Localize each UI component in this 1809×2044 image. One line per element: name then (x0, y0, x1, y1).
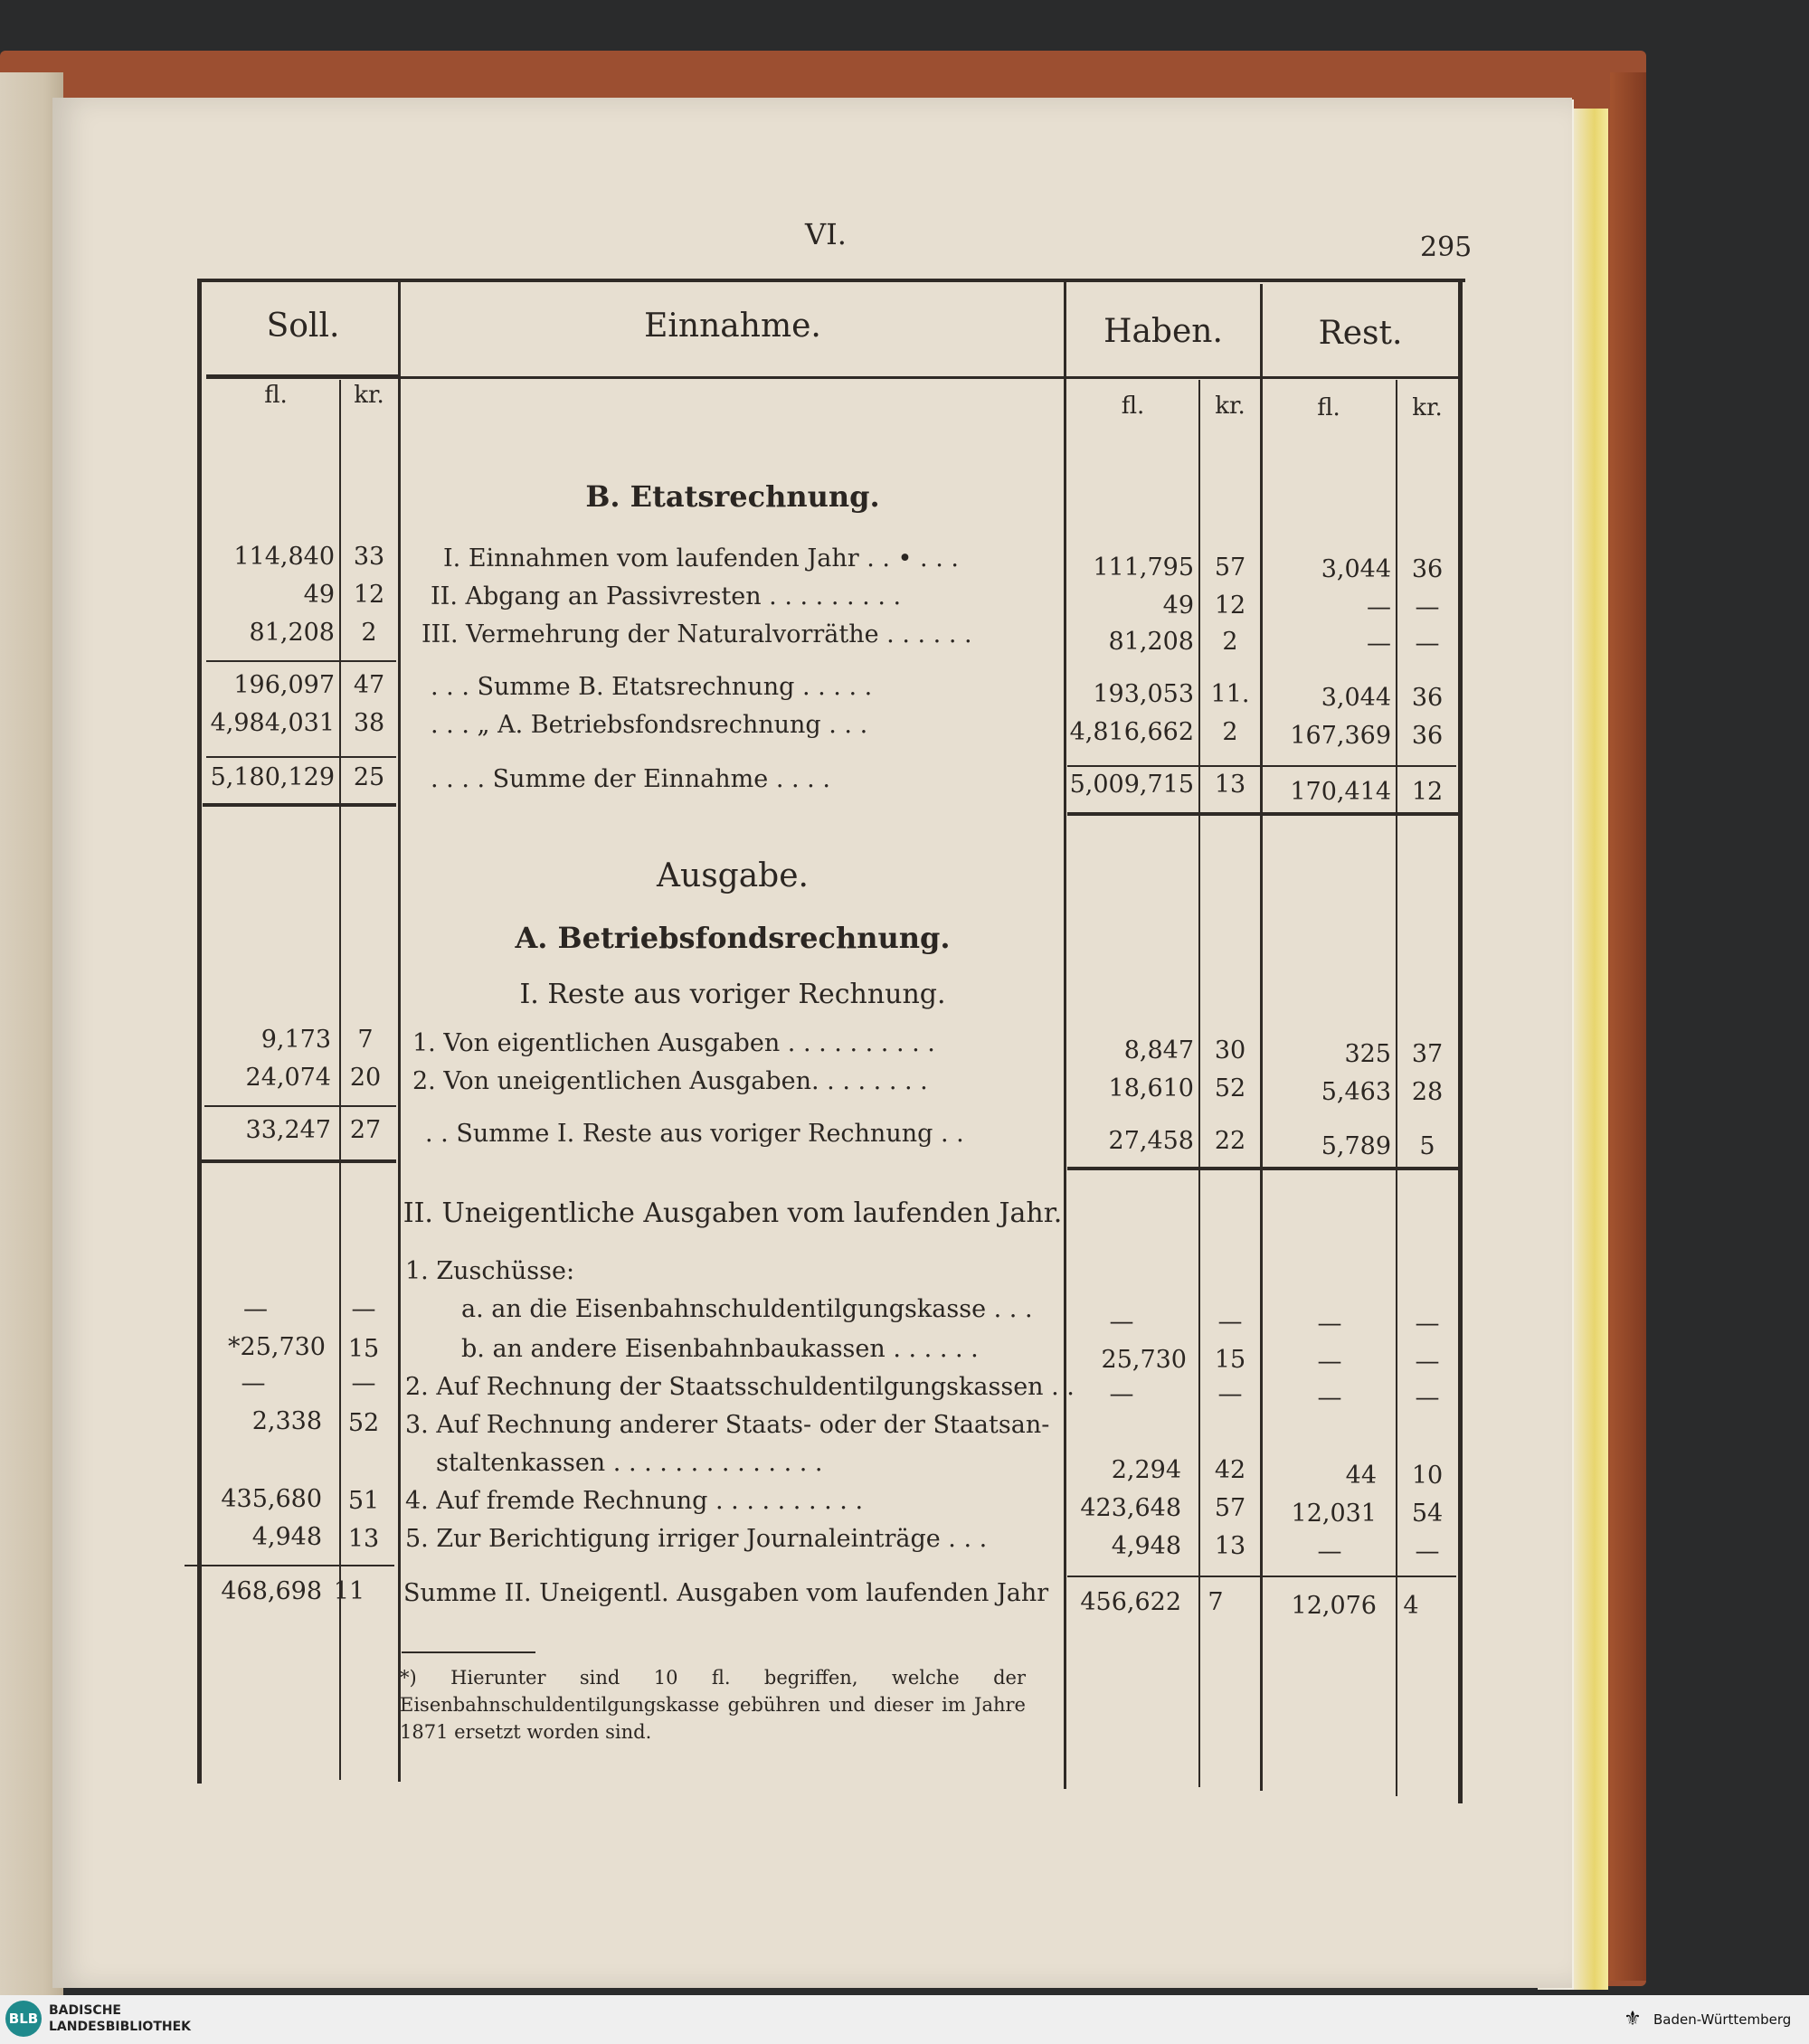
col-rule-einnahme (1064, 282, 1066, 1789)
row-label: I. Einnahmen vom laufenden Jahr . . • . . . (443, 544, 959, 573)
section-title-reste: I. Reste aus voriger Rechnung. (519, 979, 946, 1010)
double-rule (203, 803, 396, 807)
rest-kr: 10 (1411, 1462, 1444, 1490)
section-title-uneigentliche: II. Uneigentliche Ausgaben vom laufenden Jahr. (403, 1197, 1063, 1229)
rest-kr: 4 (1403, 1592, 1419, 1620)
haben-fl: 193,053 (1093, 680, 1194, 708)
haben-fl: 2,294 (1111, 1456, 1181, 1484)
row-label: b. an andere Eisenbahnbaukassen . . . . . . (461, 1335, 979, 1363)
haben-kr: 11. (1210, 680, 1250, 708)
rest-fl: 3,044 (1321, 555, 1391, 583)
soll-kr: 52 (347, 1409, 380, 1437)
col-header-haben: Haben. (1103, 313, 1223, 350)
viewer-footer (0, 1995, 1809, 2044)
soll-fl: — (241, 1369, 266, 1397)
soll-kr: 2 (361, 619, 377, 647)
rest-fl: 12,076 (1291, 1592, 1377, 1620)
haben-kr: 2 (1222, 628, 1238, 656)
rest-kr: 37 (1411, 1040, 1444, 1068)
haben-fl: 111,795 (1093, 554, 1194, 582)
soll-fl: 114,840 (233, 543, 335, 571)
rest-fl: 325 (1344, 1040, 1391, 1068)
soll-kr: 12 (353, 581, 385, 609)
footnote: *) Hierunter sind 10 fl. begriffen, welche der Eisenbahnschuldentilgungskasse gebühren und dieser im Jahre 1871 ersetzt worden sind. (400, 1667, 1026, 1743)
haben-fl: 423,648 (1080, 1494, 1181, 1522)
rest-kr: — (1415, 1538, 1440, 1566)
col-rule-rest-kr (1396, 380, 1397, 1796)
row-label: 3. Auf Rechnung anderer Staats- oder der Staatsan- (405, 1411, 1050, 1439)
row-label: . . Summe I. Reste aus voriger Rechnung . . (425, 1120, 964, 1148)
soll-fl: 9,173 (260, 1026, 331, 1054)
double-rule (1067, 1167, 1458, 1170)
section-title-etatsrechnung: B. Etatsrechnung. (585, 479, 880, 514)
rest-kr: 54 (1411, 1500, 1444, 1528)
rest-fl: — (1317, 1538, 1342, 1566)
rest-fl: 167,369 (1290, 722, 1391, 750)
rest-fl: 44 (1345, 1462, 1377, 1490)
soll-kr: 38 (353, 709, 385, 737)
row-label: 2. Von uneigentlichen Ausgaben. . . . . . . . (412, 1067, 928, 1095)
row-label: II. Abgang an Passivresten . . . . . . . . . (431, 582, 902, 610)
soll-kr: 15 (347, 1335, 380, 1363)
subheader-soll-fl: fl. (264, 382, 288, 409)
rest-fl: — (1317, 1384, 1342, 1412)
row-label: 5. Zur Berichtigung irriger Journaleinträge . . . (405, 1525, 988, 1553)
haben-kr: — (1217, 1380, 1243, 1408)
rest-kr: 12 (1411, 778, 1444, 806)
soll-fl: 4,984,031 (210, 709, 335, 737)
row-label: 4. Auf fremde Rechnung . . . . . . . . . . (405, 1487, 864, 1515)
haben-kr: — (1217, 1308, 1243, 1336)
rest-kr: 36 (1411, 555, 1444, 583)
soll-kr: 7 (357, 1026, 374, 1054)
page-edges (1574, 109, 1608, 1990)
sum-rule (206, 756, 396, 758)
haben-kr: 12 (1214, 591, 1246, 620)
rest-fl: 12,031 (1291, 1500, 1377, 1528)
blb-logo[interactable]: BLB (5, 2001, 42, 2037)
soll-fl: 435,680 (221, 1485, 322, 1513)
haben-fl: — (1109, 1308, 1134, 1336)
table-right-rule (1458, 280, 1463, 1803)
soll-fl: 4,948 (251, 1523, 322, 1551)
double-rule (1067, 812, 1458, 816)
soll-kr: 27 (349, 1116, 382, 1144)
table-top-rule (197, 279, 1465, 282)
table-left-rule (197, 279, 202, 1784)
sum-rule (185, 1565, 394, 1566)
haben-kr: 15 (1214, 1346, 1246, 1374)
haben-kr: 13 (1214, 771, 1246, 799)
row-label: . . . „ A. Betriebsfondsrechnung . . . (431, 711, 868, 739)
soll-fl: 5,180,129 (210, 763, 335, 791)
subheader-haben-fl: fl. (1121, 393, 1145, 420)
soll-kr: 11 (333, 1577, 365, 1605)
sum-rule (1067, 765, 1456, 767)
col-header-rest: Rest. (1318, 315, 1403, 352)
haben-fl: 27,458 (1108, 1127, 1194, 1155)
subheader-rest-fl: fl. (1317, 394, 1340, 421)
soll-kr: 47 (353, 671, 385, 699)
sum-rule (206, 660, 396, 662)
rest-fl: — (1367, 629, 1391, 658)
page-number: 295 (1420, 232, 1473, 263)
soll-kr: — (351, 1369, 376, 1397)
soll-fl: — (243, 1295, 268, 1323)
library-name: BADISCHE LANDESBIBLIOTHEK (49, 2003, 192, 2034)
row-label: 2. Auf Rechnung der Staatsschuldentilgungskassen . . (405, 1373, 1075, 1401)
soll-fl: 2,338 (251, 1407, 322, 1435)
rest-fl: 5,789 (1321, 1132, 1391, 1160)
rest-kr: — (1415, 1384, 1440, 1412)
haben-fl: 18,610 (1108, 1074, 1194, 1102)
section-heading: VI. (805, 217, 847, 251)
haben-kr: 13 (1214, 1532, 1246, 1560)
soll-fl: 196,097 (233, 671, 335, 699)
haben-fl: — (1109, 1380, 1134, 1408)
haben-kr: 57 (1214, 554, 1246, 582)
rest-kr: 36 (1411, 722, 1444, 750)
rest-fl: 5,463 (1321, 1078, 1391, 1106)
col-rule-soll (398, 280, 401, 1782)
haben-kr: 42 (1214, 1456, 1246, 1484)
row-label: . . . . Summe der Einnahme . . . . (431, 765, 830, 793)
row-label: III. Vermehrung der Naturalvorräthe . . . . . . (421, 620, 972, 648)
section-title-ausgabe: Ausgabe. (657, 857, 809, 894)
haben-fl: 49 (1162, 591, 1194, 620)
haben-kr: 57 (1214, 1494, 1246, 1522)
rest-kr: 36 (1411, 684, 1444, 712)
row-label: 1. Zuschüsse: (405, 1257, 575, 1285)
rest-kr: — (1415, 1310, 1440, 1338)
subheader-soll-kr: kr. (354, 382, 384, 409)
state-name: Baden-Württemberg (1653, 2011, 1792, 2028)
soll-kr: 20 (349, 1064, 382, 1092)
section-title-betriebsfonds: A. Betriebsfondsrechnung. (515, 921, 951, 955)
footnote-rule (402, 1651, 535, 1653)
col-header-einnahme: Einnahme. (644, 308, 821, 345)
soll-fl: 49 (303, 581, 335, 609)
coat-of-arms-icon: ⚜ (1624, 2008, 1642, 2030)
soll-kr: 33 (353, 543, 385, 571)
soll-fl: 33,247 (245, 1116, 331, 1144)
soll-kr: 25 (353, 763, 385, 791)
haben-kr: 2 (1222, 718, 1238, 746)
haben-fl: 25,730 (1101, 1346, 1187, 1374)
haben-fl: 456,622 (1080, 1588, 1181, 1616)
soll-kr: — (351, 1295, 376, 1323)
soll-fl: *25,730 (228, 1333, 326, 1361)
double-rule (201, 1159, 396, 1163)
haben-kr: 22 (1214, 1127, 1246, 1155)
row-label: . . . Summe B. Etatsrechnung . . . . . (431, 673, 873, 701)
haben-fl: 8,847 (1123, 1036, 1194, 1065)
rest-kr: 5 (1419, 1132, 1435, 1160)
haben-fl: 4,816,662 (1069, 718, 1194, 746)
col-rule-haben (1260, 284, 1263, 1791)
soll-fl: 24,074 (245, 1064, 331, 1092)
soll-kr: 13 (347, 1525, 380, 1553)
rest-kr: — (1415, 1348, 1440, 1376)
row-label: Summe II. Uneigentl. Ausgaben vom laufenden Jahr (403, 1579, 1049, 1607)
col-subheader-rule-soll (206, 374, 398, 376)
sum-rule (1067, 1576, 1456, 1577)
soll-fl: 468,698 (221, 1577, 322, 1605)
sum-rule (204, 1105, 396, 1107)
haben-kr: 52 (1214, 1074, 1246, 1102)
soll-fl: 81,208 (249, 619, 335, 647)
book-cover-edge (1610, 72, 1646, 1981)
row-label: a. an die Eisenbahnschuldentilgungskasse . . . (461, 1295, 1033, 1323)
haben-fl: 5,009,715 (1069, 771, 1194, 799)
subheader-rest-kr: kr. (1412, 394, 1443, 421)
subheader-haben-kr: kr. (1215, 393, 1245, 420)
rest-fl: — (1367, 593, 1391, 621)
haben-fl: 4,948 (1111, 1532, 1181, 1560)
col-header-soll: Soll. (266, 308, 340, 345)
rest-fl: — (1317, 1310, 1342, 1338)
haben-kr: 30 (1214, 1036, 1246, 1065)
rest-fl: 170,414 (1290, 778, 1391, 806)
rest-fl: — (1317, 1348, 1342, 1376)
rest-kr: 28 (1411, 1078, 1444, 1106)
table-header-rule (206, 376, 1458, 379)
row-label: staltenkassen . . . . . . . . . . . . . . (436, 1449, 823, 1477)
rest-kr: — (1415, 593, 1440, 621)
row-label: 1. Von eigentlichen Ausgaben . . . . . . . . . . (412, 1029, 935, 1057)
haben-fl: 81,208 (1108, 628, 1194, 656)
soll-kr: 51 (347, 1487, 380, 1515)
rest-fl: 3,044 (1321, 684, 1391, 712)
rest-kr: — (1415, 629, 1440, 658)
haben-kr: 7 (1208, 1588, 1224, 1616)
